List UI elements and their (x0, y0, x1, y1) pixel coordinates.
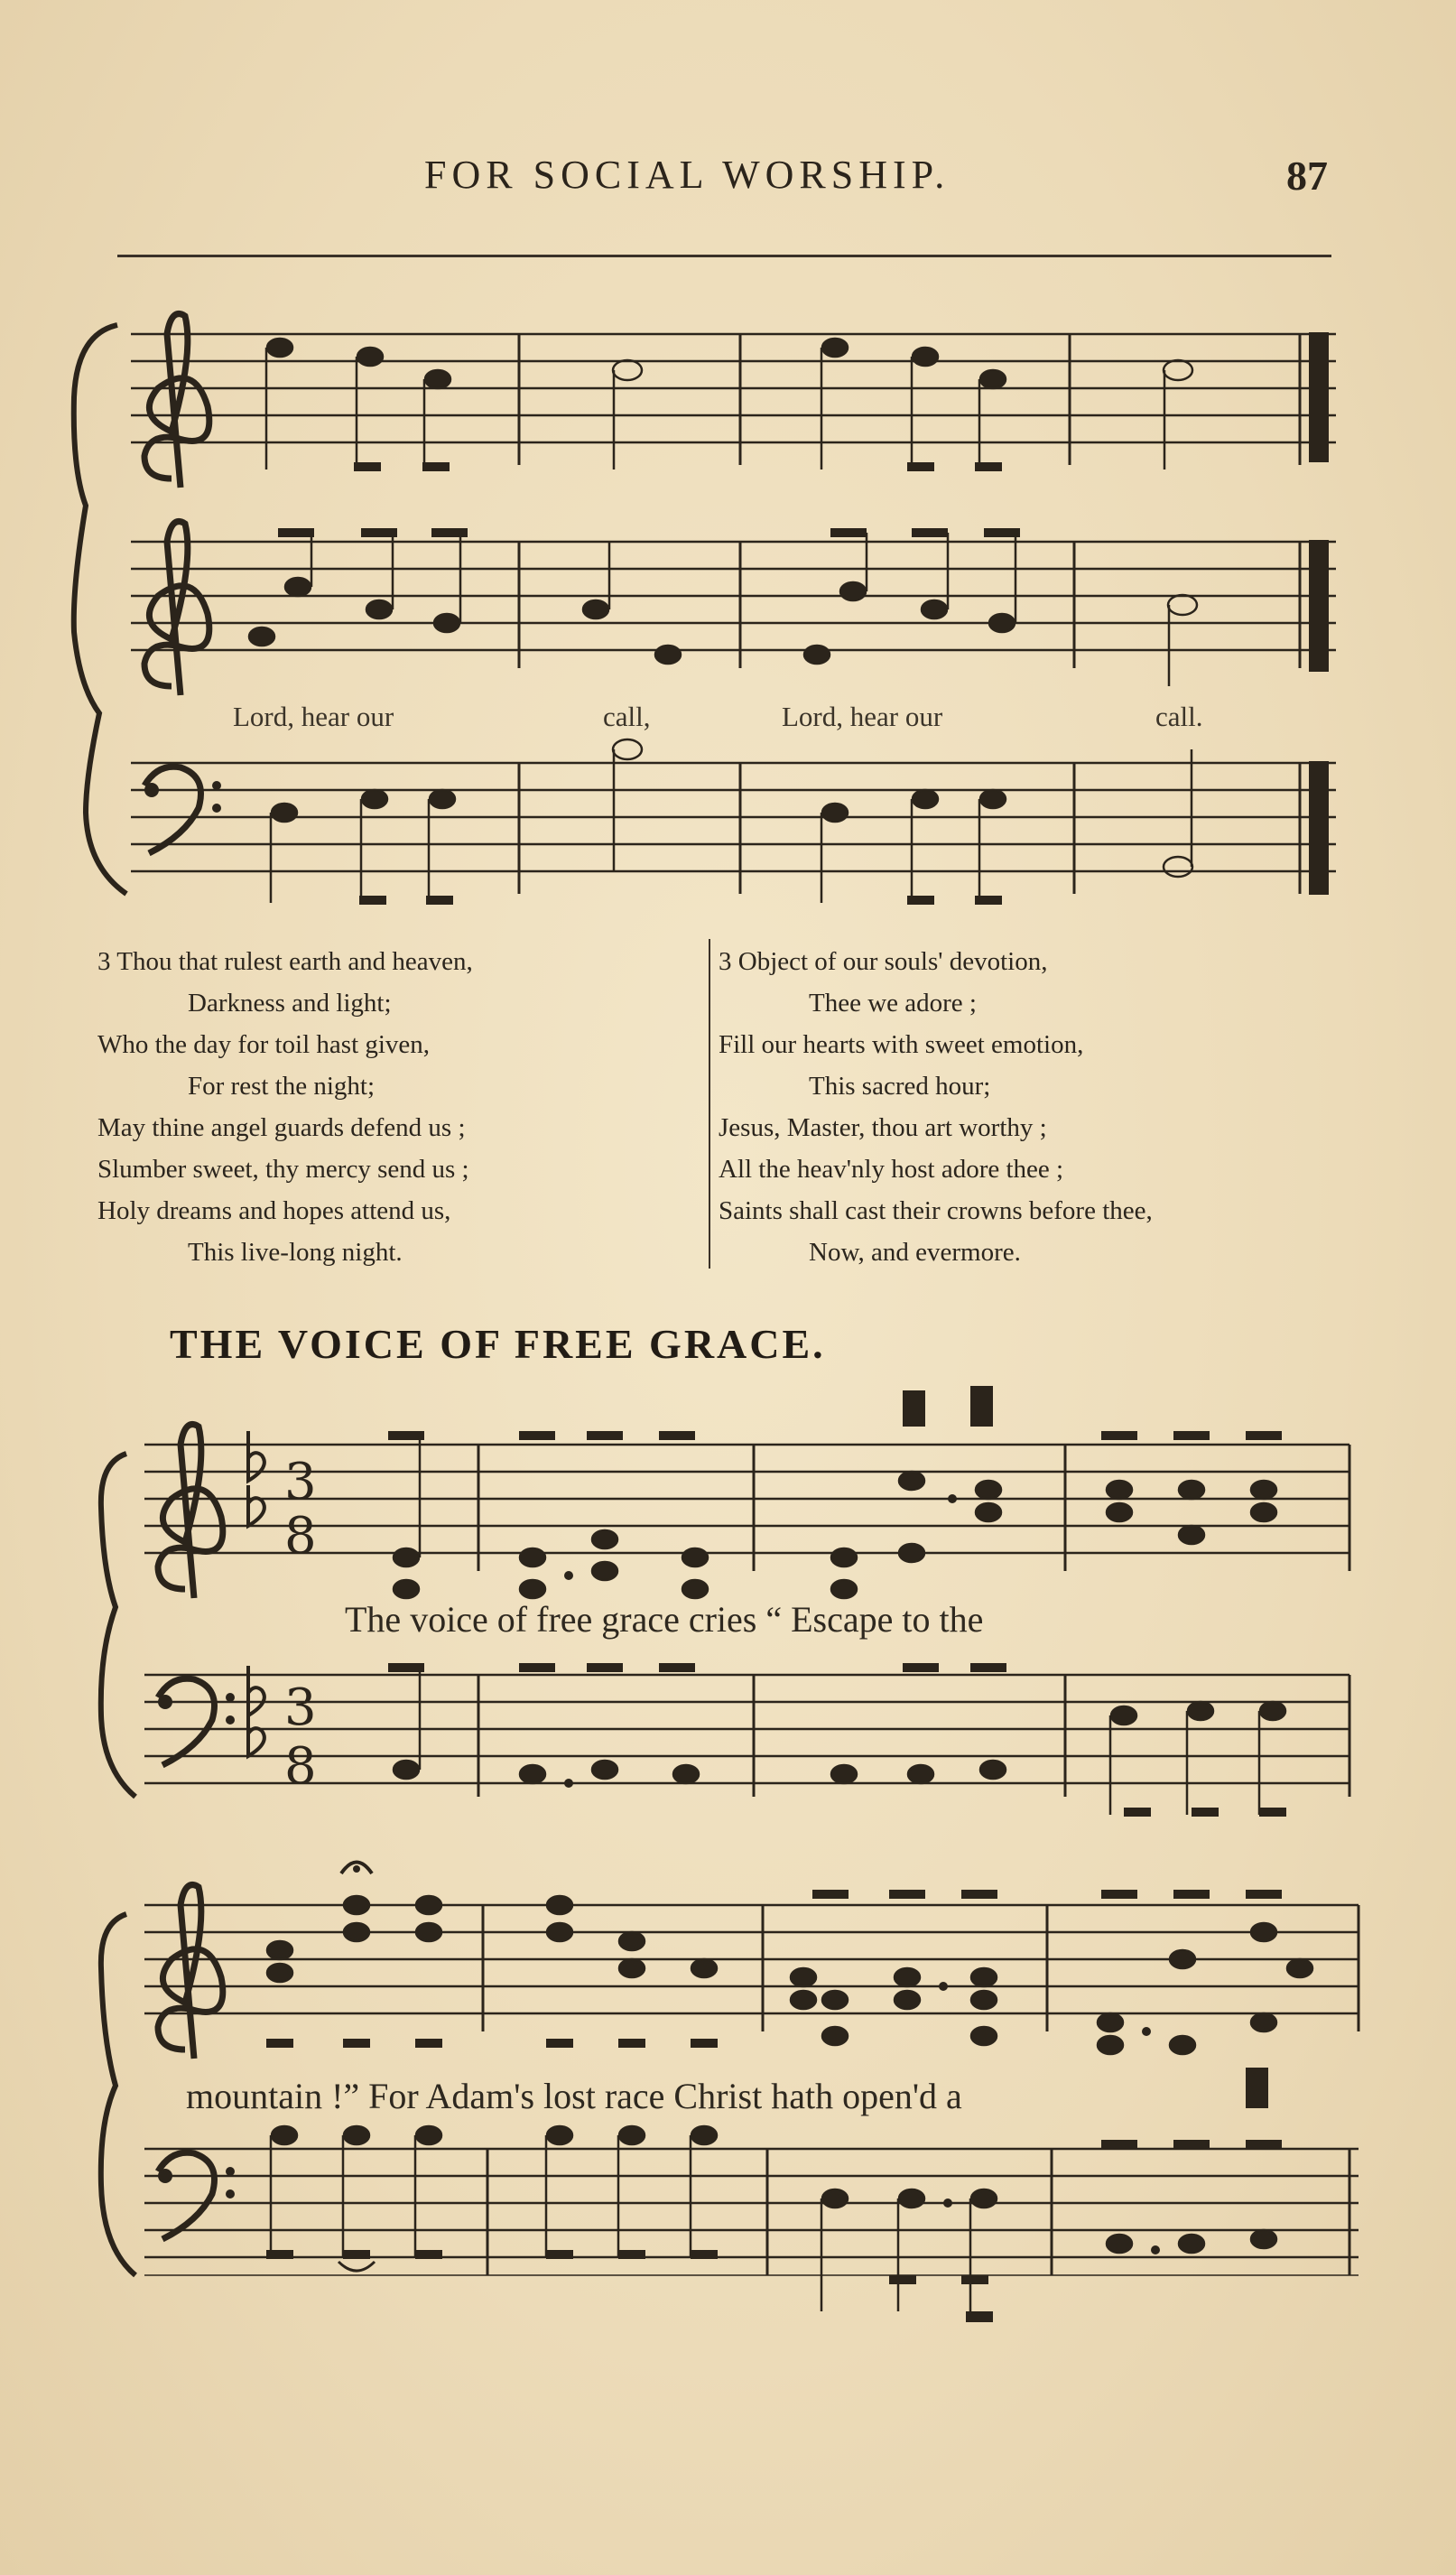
flat-icon (248, 1666, 264, 1756)
verse-2 (97, 941, 473, 1273)
time-sig-bottom: 8 (284, 1507, 317, 1566)
hymn2-bass-staff-1 (144, 1675, 1349, 1783)
hymn2-bass2-notes (266, 2126, 1282, 2322)
hymn2-bass-staff-2 (144, 2149, 1359, 2275)
verse-line: This live-long night. (188, 1238, 403, 1267)
hymn1-brace (74, 325, 126, 894)
running-title: FOR SOCIAL WORSHIP. (424, 153, 951, 197)
verse-line: Saints shall cast their crowns before thee, (719, 1196, 1153, 1225)
verse-line: All the heav'nly host adore thee ; (719, 1155, 1064, 1184)
hymn1-bass-staff (131, 763, 1336, 871)
treble-clef-icon (158, 1885, 223, 2059)
hymn1-treble-staff-1 (131, 334, 1336, 442)
hymn1-staff2-notes (249, 528, 1197, 686)
verse-line: This sacred hour; (809, 1072, 991, 1101)
hymn2-treble-staff-1 (144, 1445, 1349, 1553)
treble-clef-icon (158, 1425, 223, 1599)
verse-line: Who the day for toil hast given, (97, 1030, 431, 1059)
hymn2-bass1-notes (388, 1663, 1286, 1817)
hymn2-staff1-notes (388, 1386, 1282, 1598)
hymn2-brace-1 (101, 1454, 135, 1797)
verse-line: 3 Thou that rulest earth and heaven, (97, 947, 473, 976)
bass-clef-icon (158, 2152, 235, 2239)
treble-clef-icon (144, 522, 209, 696)
verse-line: May thine angel guards defend us ; (97, 1113, 466, 1142)
verse-line: 3 Object of our souls' devotion, (719, 947, 1048, 976)
time-sig-top: 3 (284, 1678, 317, 1737)
verse-line: Fill our hearts with sweet emotion, (719, 1030, 1084, 1059)
hymn1-lyric-right: Lord, hear our (782, 701, 943, 732)
time-sig-bottom: 8 (284, 1737, 317, 1796)
hymn2-title: THE VOICE OF FREE GRACE. (170, 1321, 826, 1367)
hymn2-lyrics-line-1: The voice of free grace cries “ Escape to the (345, 1599, 984, 1640)
hymn1-staff1-notes (266, 339, 1192, 471)
hymn1-lyric-left: Lord, hear our (233, 701, 394, 732)
hymn1-lyric-call-1: call, (603, 701, 651, 732)
verse-line: Jesus, Master, thou art worthy ; (719, 1113, 1047, 1142)
verse-line: Holy dreams and hopes attend us, (97, 1196, 451, 1225)
verse-line: Slumber sweet, thy mercy send us ; (97, 1155, 469, 1184)
bass-clef-icon (158, 1678, 235, 1765)
page-number: 87 (1286, 153, 1328, 199)
hymn2-brace-2 (101, 1914, 135, 2275)
hymn1-lyric-call-2: call. (1155, 701, 1203, 732)
treble-clef-icon (144, 314, 209, 488)
verse-3 (719, 941, 1153, 1273)
verse-line: Now, and evermore. (809, 1238, 1021, 1267)
verse-line: Thee we adore ; (809, 989, 977, 1018)
hymn2-lyrics-line-2: mountain !” For Adam's lost race Christ hath open'd a (186, 2076, 962, 2116)
verse-line: Darkness and light; (188, 989, 392, 1018)
verse-divider (709, 939, 710, 1269)
bass-clef-icon (144, 767, 221, 853)
hymn1-bass-notes (271, 739, 1192, 905)
time-sig-top: 3 (284, 1453, 317, 1511)
verse-line: For rest the night; (188, 1072, 376, 1101)
hymn1-bass-barlines (519, 761, 1329, 895)
